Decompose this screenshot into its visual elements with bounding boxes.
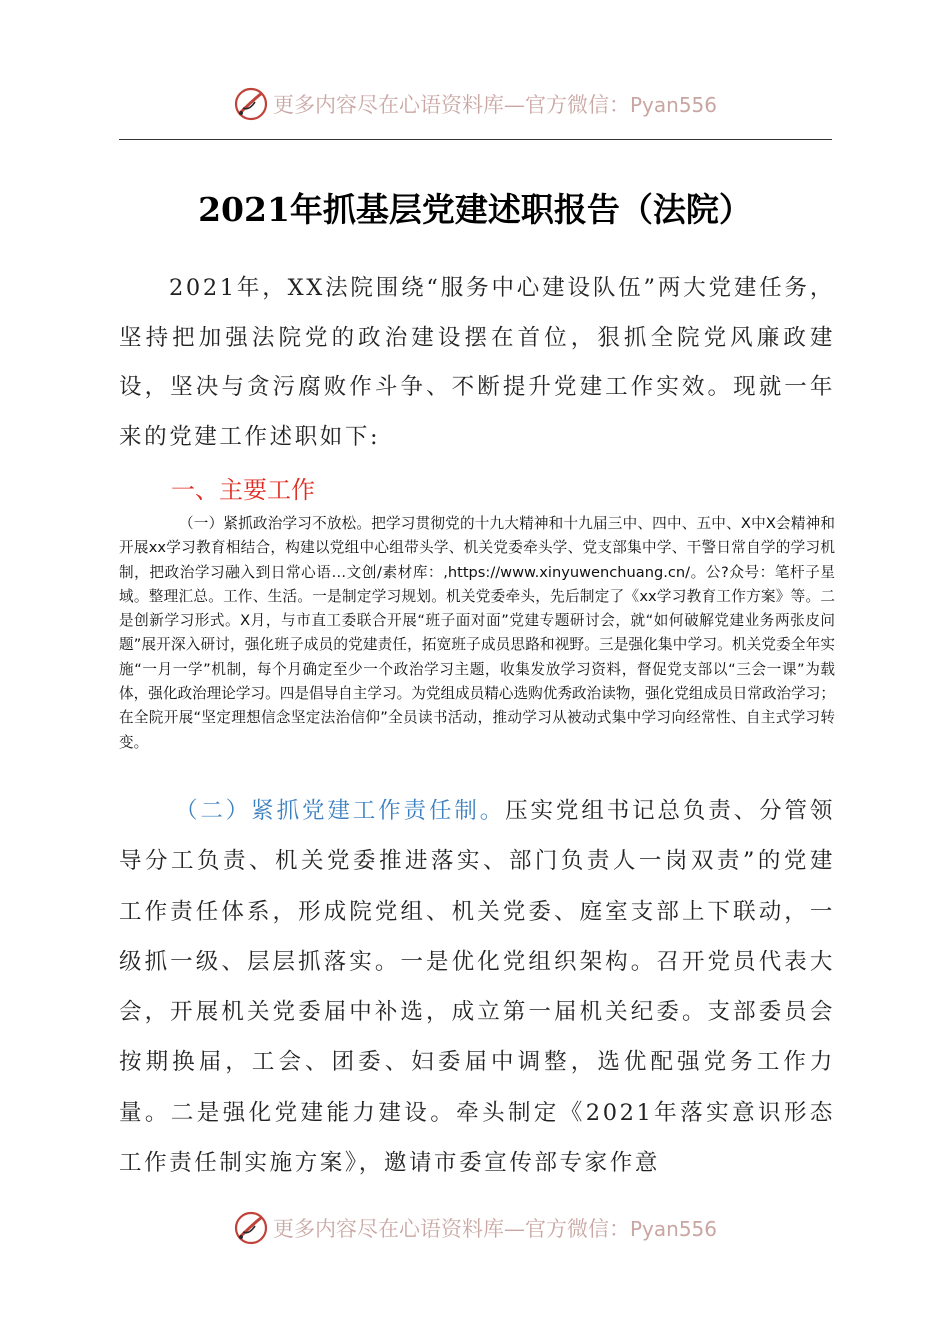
subheading-responsibility-system: （二）紧抓党建工作责任制。 bbox=[175, 798, 506, 824]
watermark-text: 更多内容尽在心语资料库—官方微信：Pyan556 bbox=[272, 93, 717, 117]
paragraph-political-study: （一）紧抓政治学习不放松。把学习贯彻党的十九大精神和十九届三中、四中、五中、X中X会精神和开展xx学习教育相结合，构建以党组中心组带头学、机关党委牵头学、党支部集中学、干警日常自学的学习机制，把政治学习融入到日常心语…文创/素材库：,https://www.xinyuwenchuang.cn/。公?众号：笔杆子星域。整理汇总。工作、生活。一是制定学习规划。机关党委牵头，先后制定了《xx学习教育工作方案》等。二是创新学习形式。X月，与市直工委联合开展“班子面对面”党建专题研讨会，就“如何破解党建业务两张皮问题”展开深入研讨，强化班子成员的党建责任，拓宽班子成员思路和视野。三是强化集中学习。机关党委全年实施“一月一学”机制，每个月确定至少一个政治学习主题，收集发放学习资料，督促党支部以“三会一课”为载体，强化政治理论学习。四是倡导自主学习。为党组成员精心选购优秀政治读物，强化党组成员日常政治学习；在全院开展“坚定理想信念坚定法治信仰”全员读书活动，推动学习从被动式集中学习向经常性、自主式学习转变。 bbox=[119, 515, 835, 751]
section-heading-main-work: 一、主要工作 bbox=[171, 476, 315, 504]
document-title: 2021年抓基层党建述职报告（法院） bbox=[198, 190, 752, 229]
watermark-text: 更多内容尽在心语资料库—官方微信：Pyan556 bbox=[272, 1217, 717, 1241]
intro-paragraph: 2021年，XX法院围绕“服务中心建设队伍”两大党建任务，坚持把加强法院党的政治建设摆在首位，狠抓全院党风廉政建设，坚决与贪污腐败作斗争、不断提升党建工作实效。现就一年来的党建工作述职如下: bbox=[119, 275, 835, 450]
pen-logo-icon bbox=[233, 86, 269, 122]
paragraph-responsibility-system bbox=[119, 786, 835, 1188]
paragraph-body: 压实党组书记总负责、分管领导分工负责、机关党委推进落实、部门负责人一岗双责”的党建工作责任体系，形成院党组、机关党委、庭室支部上下联动，一级抓一级、层层抓落实。一是优化党组织架构。召开党员代表大会，开展机关党委届中补选，成立第一届机关纪委。支部委员会按期换届，工会、团委、妇委届中调整，选优配强党务工作力量。二是强化党建能力建设。牵头制定《2021年落实意识形态工作责任制实施方案》，邀请市委宣传部专家作意 bbox=[119, 798, 835, 1177]
header-divider bbox=[119, 139, 832, 140]
footer-watermark-banner bbox=[0, 1208, 950, 1248]
pen-logo-icon bbox=[233, 1210, 269, 1246]
header-watermark-banner bbox=[0, 84, 950, 124]
